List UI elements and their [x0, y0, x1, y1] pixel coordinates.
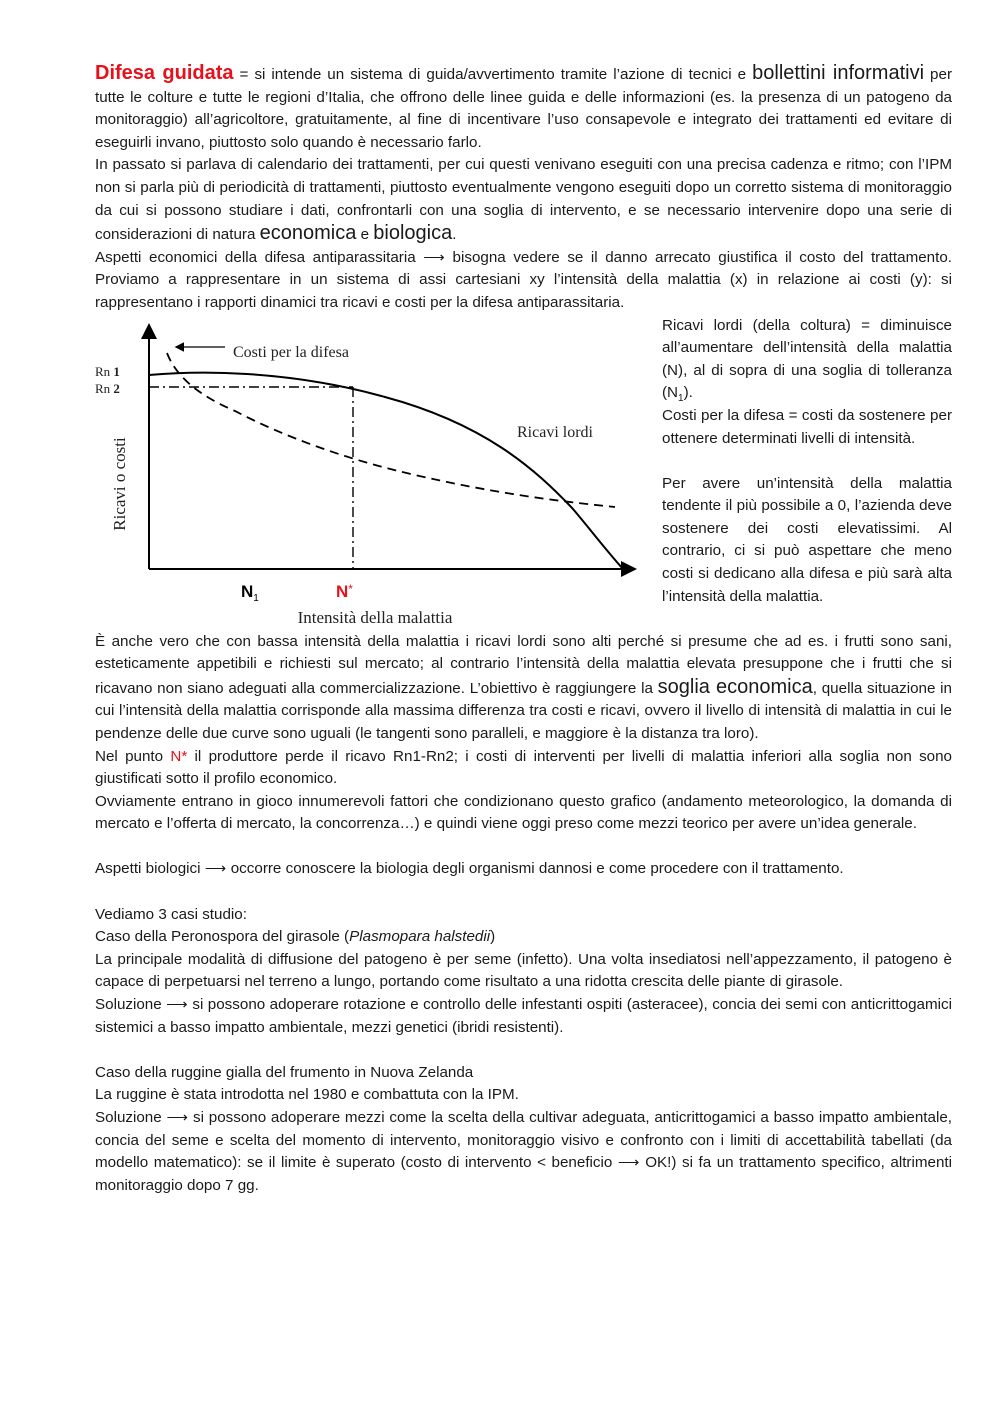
label-costi-difesa: Costi per la difesa	[233, 343, 349, 361]
y-tick-rn1: Rn 1	[95, 363, 120, 379]
emphasis-text: soglia economica	[657, 675, 813, 698]
spacer	[95, 881, 952, 904]
emphasis-text: bollettini informativi	[752, 62, 925, 84]
paragraph-aspetti-biologici: Aspetti biologici ⟶ occorre conoscere la biologia degli organismi dannosi e come procedere con il trattamento.	[95, 860, 844, 878]
case2-title: Caso della ruggine gialla del frumento in Nuova Zelanda	[95, 1063, 474, 1081]
paragraph-difesa-guidata	[95, 62, 952, 154]
paragraph-aspetti-economici: Aspetti economici della difesa antiparassitaria ⟶ bisogna vedere se il danno arrecato giustifica il costo del trattamento. Proviamo a rappresentare in un sistema di assi cartesiani xy l’intensità della malattia (x) in relazione ai costi (y): si rappresentano i rapporti dinamici tra ricavi e costi per la difesa antiparassitaria.	[95, 248, 952, 311]
case1-body: La principale modalità di diffusione del patogeno è per seme (infetto). Una volta insediatosi nell’appezzamento, il patogeno è capace di perpetuarsi nel terreno a lungo, portando come risultato a una ridotta crescita delle piante di girasole.	[95, 950, 952, 991]
text-span: In passato si parlava di calendario dei trattamenti, per cui questi venivano eseguiti con una precisa cadenza e ritmo; con l’IPM non si parla più di periodicità di trattamenti, piuttosto eventualmente vengono eseguiti dopo un corretto sistema di monitoraggio da cui si possono studiare i dati, confrontarli con una soglia di intervento, e se necessario intervenire dopo una serie di considerazioni di natura	[95, 156, 952, 244]
series-line-ricavi-lordi	[149, 372, 623, 568]
emphasis-text: economica	[259, 222, 357, 245]
nstar-highlight: N*	[170, 747, 188, 765]
paragraph-fattori: Ovviamente entrano in gioco innumerevoli fattori che condizionano questo grafico (andamento meteorologico, la domanda di mercato e l’offerta di mercato, la concorrenza…) e quindi viene oggi preso come mezzi teorico per avere un’idea generale.	[95, 792, 952, 833]
paragraph-punto-nstar: Nel punto N* il produttore perde il ricavo Rn1-Rn2; i costi di interventi per livelli di malattia inferiori alla soglia non sono giustificati sotto il profilo economico.	[95, 747, 952, 788]
paragraph-calendario	[95, 154, 952, 246]
y-axis-label: Ricavi o costi	[110, 436, 129, 531]
paragraph-casi-studio: Vediamo 3 casi studio:	[95, 905, 247, 923]
text-span: per tutte le colture e tutte le regioni d’Italia, che offrono delle linee guida e delle informazioni (es. la presenza di un patogeno da monitoraggio) all’agricoltore, gratuitamente, al fine di incentivare l’uso consapevole e integrato dei trattamenti ed evitare di eseguirli invano, piuttosto solo quando è necessario farlo.	[95, 66, 953, 151]
emphasis-text: biologica	[373, 222, 453, 245]
case2-solution: Soluzione ⟶ si possono adoperare mezzi come la scelta della cultivar adeguata, anticrittogamici a basso impatto ambientale, concia del seme e scelta del momento di intervento, monitoraggio visivo e confronto con i limiti di accettabilità tabellati (da modello matematico): se il limite è superato (costo di intervento < beneficio ⟶ OK!) si fa un trattamento specifico, altrimenti monitoraggio dopo 7 gg.	[95, 1109, 952, 1194]
side-text-costi: Costi per la difesa = costi da sostenere per ottenere determinati livelli di intensità.	[662, 406, 952, 447]
section-title: Difesa guidata	[95, 62, 234, 84]
x-tick-nstar: N*	[336, 581, 353, 601]
spacer	[95, 836, 952, 859]
spacer	[95, 1039, 952, 1062]
chart-figure	[85, 319, 650, 631]
x-axis-label: Intensità della malattia	[297, 607, 453, 627]
text-span: .	[452, 226, 457, 244]
case1-title: Caso della Peronospora del girasole (Plasmopara halstedii)	[95, 928, 496, 946]
y-tick-rn2: Rn 2	[95, 380, 120, 396]
case2-body: La ruggine è stata introdotta nel 1980 e combattuta con la IPM.	[95, 1086, 519, 1104]
text-span: = si intende un sistema di guida/avvertimento tramite l’azione di tecnici e	[233, 66, 753, 83]
chart-svg	[85, 319, 650, 631]
side-text-intensita: Per avere un’intensità della malattia tendente il più possibile a 0, l’azienda deve sostenere dei costi elevatissimi. Al contrario, ci si può aspettare che meno costi si dedicano alla difesa e più sarà alta l’intensità della malattia.	[662, 474, 952, 605]
side-text-ricavi: Ricavi lordi (della coltura) = diminuisce all’aumentare dell’intensità della malattia (N), al di sopra di una soglia di tolleranza $(N_1)$.	[662, 316, 952, 405]
document-page	[95, 62, 952, 1197]
label-ricavi-lordi: Ricavi lordi	[517, 423, 593, 441]
text-span: e	[356, 226, 374, 244]
case1-solution: Soluzione ⟶ si possono adoperare rotazione e controllo delle infestanti ospiti (asteracee), concia dei semi con anticrittogamici sistemici a basso impatto ambientale, mezzi genetici (ibridi resistenti).	[95, 996, 952, 1036]
figure-block	[95, 315, 952, 631]
paragraph-soglia-economica: È anche vero che con bassa intensità della malattia i ricavi lordi sono alti perché si presume che ad es. i frutti sono sani, esteticamente appetibili e richiesti sul mercato; al contrario l’intensità della malattia elevata presuppone che i frutti che si ricavano non siano adeguati alla commercializzazione. L’obiettivo è raggiungere la soglia economica, quella situazione in cui l’intensità della malattia corrisponde alla massima differenza tra costi e ricavi, ovvero il livello di intensità di malattia in cui le pendenze delle due curve sono uguali (le tangenti sono paralleli, e maggiore è la distanza tra loro).	[95, 632, 953, 742]
x-tick-n1: $N_1$	[241, 581, 259, 604]
